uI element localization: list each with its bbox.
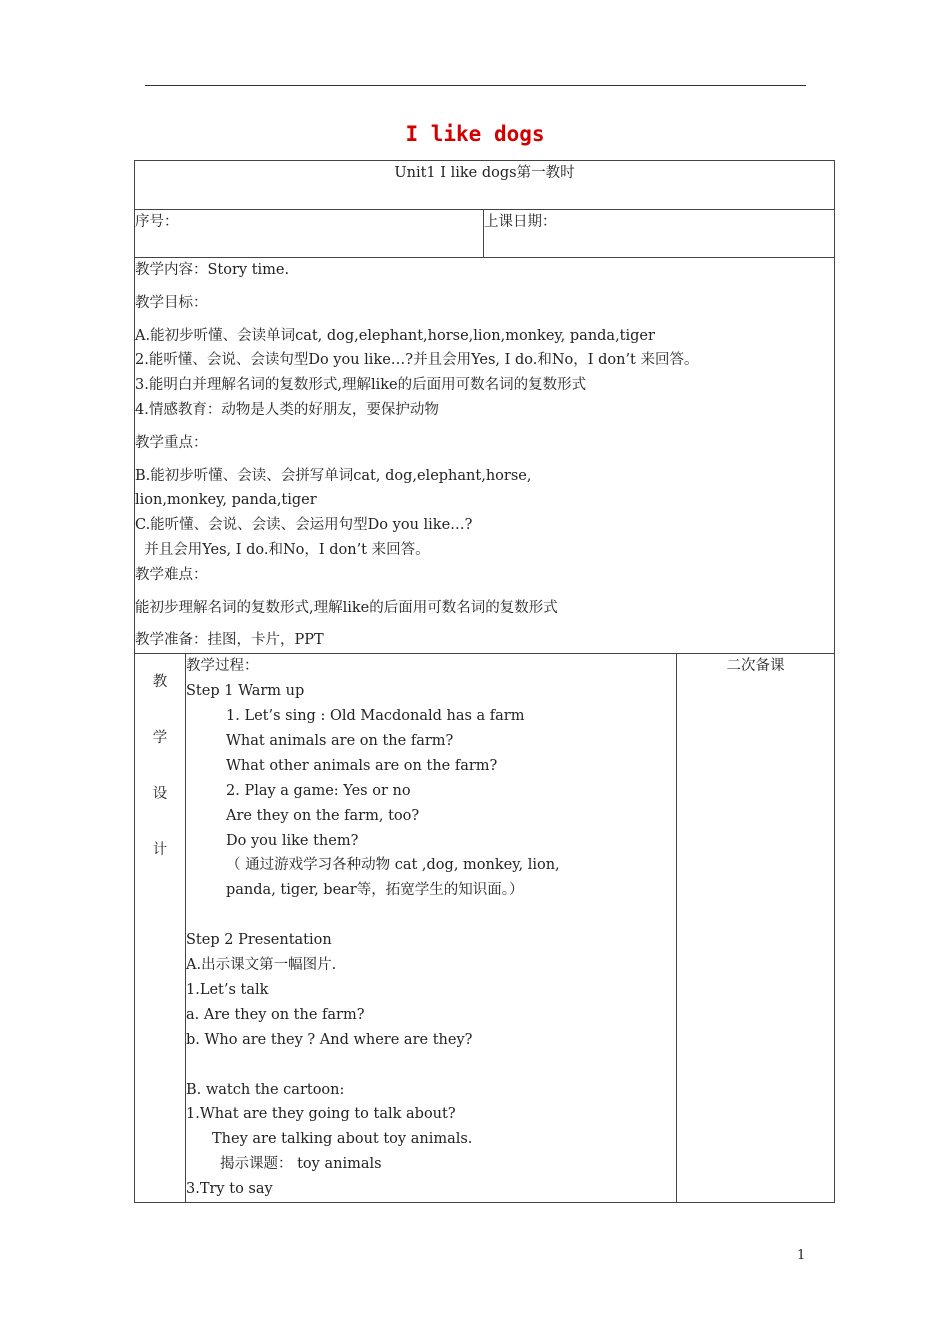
content-line: 4.情感教育：动物是人类的好朋友，要保护动物 xyxy=(135,401,439,418)
content-line: 教学目标： xyxy=(135,294,208,311)
secondary-prep-notes: 二次备课 xyxy=(677,654,835,1203)
teaching-process: 教学过程： Step 1 Warm up 1. Let’s sing : Old Macdonald has a farm What animals are on the farm? What other animals are on the farm? 2. Play a game: Yes or no Are they on the farm, too? Do you like them? （ 通过游戏学习各种动物 cat ,dog, monkey, lion, panda, tiger, bear等，拓宽学生的知识面。） Step 2 Presentation A.出示课文第一幅图片. 1.Let’s talk a. Are they on the farm? b. Who are they ? And where are they? B. watch the cartoon: 1.What are they going to talk about? They are talking about toy animals. 揭示课题： toy animals 3.Try to say xyxy=(186,654,677,1203)
serial-field: 序号： xyxy=(135,210,484,258)
content-line: 教学准备：挂图，卡片，PPT xyxy=(135,632,324,649)
unit-title: Unit1 I like dogs第一教时 xyxy=(135,161,835,210)
lesson-content xyxy=(135,258,835,654)
content-line: B.能初步听懂、会读、会拼写单词cat, dog,elephant,horse, xyxy=(135,467,532,484)
content-line: 教学重点： xyxy=(135,434,208,451)
content-line: lion,monkey, panda,tiger xyxy=(135,492,317,509)
content-line: A.能初步听懂、会读单词cat, dog,elephant,horse,lion,monkey, panda,tiger xyxy=(135,327,655,344)
date-field: 上课日期： xyxy=(484,210,835,258)
content-line: 能初步理解名词的复数形式,理解like的后面用可数名词的复数形式 xyxy=(135,599,558,616)
content-line: 2.能听懂、会说、会读句型Do you like…?并且会用Yes, I do.和No，I don’t 来回答。 xyxy=(135,352,699,369)
content-line: 教学难点： xyxy=(135,566,208,583)
process-heading: 教学过程： xyxy=(186,658,259,675)
step-heading: Step 2 Presentation xyxy=(186,932,332,949)
document-title: I like dogs xyxy=(405,122,545,146)
content-line: 并且会用Yes, I do.和No，I don’t 来回答。 xyxy=(135,541,430,558)
lesson-plan-table xyxy=(134,160,835,1203)
content-line: 3.能明白并理解名词的复数形式,理解like的后面用可数名词的复数形式 xyxy=(135,377,587,394)
design-label: 教 学 设 计 xyxy=(135,654,186,1203)
step-heading: Step 1 Warm up xyxy=(186,683,305,700)
content-line: 教学内容：Story time. xyxy=(135,262,290,278)
page-number: 1 xyxy=(797,1248,806,1263)
header-rule xyxy=(145,85,806,86)
content-line: C.能听懂、会说、会读、会运用句型Do you like…? xyxy=(135,517,473,534)
